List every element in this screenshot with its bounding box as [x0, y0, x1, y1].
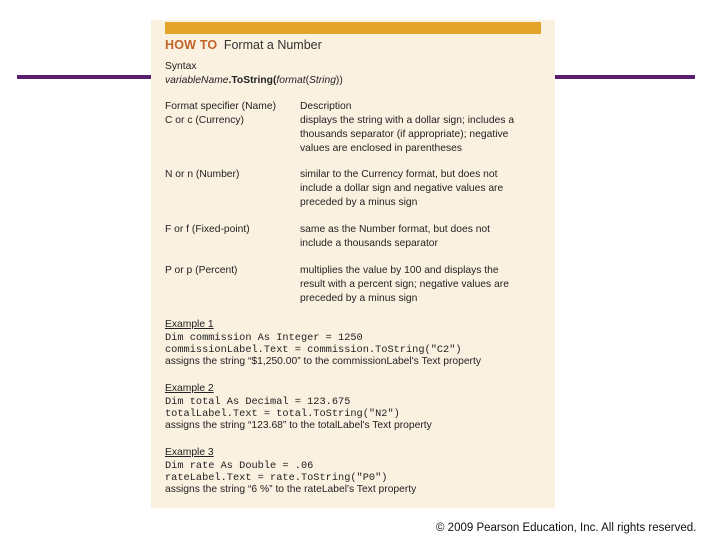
panel-title [165, 38, 322, 52]
syntax-open-paren: ( [305, 75, 310, 86]
specifier-desc-line: include a dollar sign and negative values are [300, 183, 504, 194]
example-label: Example 3 [165, 447, 214, 458]
example-result: assigns the string “$1,250.00” to the commissionLabel's Text property [165, 356, 481, 367]
syntax-end-paren: ) [339, 75, 343, 86]
specifier-name: F or f (Fixed-point) [165, 224, 250, 235]
left-decorative-rule [17, 75, 151, 79]
syntax-label: Syntax [165, 61, 197, 72]
example-code-line: Dim commission As Integer = 1250 [165, 332, 363, 344]
syntax-string-arg: String [309, 75, 336, 86]
example-code-line: commissionLabel.Text = commission.ToString("C2") [165, 344, 462, 356]
example-label: Example 2 [165, 383, 214, 394]
title-text: Format a Number [223, 38, 322, 52]
example-label: Example 1 [165, 319, 214, 330]
specifier-desc-line: same as the Number format, but does not [300, 224, 491, 235]
syntax-format-arg: format [276, 75, 306, 86]
example-code-line: Dim rate As Double = .06 [165, 460, 314, 472]
syntax-method: .ToString( [228, 75, 277, 86]
specifier-desc-line: multiplies the value by 100 and displays the [300, 265, 499, 276]
column-header-desc: Description [300, 101, 352, 112]
accent-bar [165, 22, 541, 34]
example-code-line: totalLabel.Text = total.ToString("N2") [165, 408, 400, 420]
syntax-statement [165, 75, 343, 86]
syntax-close-paren: ) [335, 75, 340, 86]
example-code-line: Dim total As Decimal = 123.675 [165, 396, 351, 408]
specifier-name: N or n (Number) [165, 169, 240, 180]
column-header-spec: Format specifier (Name) [165, 101, 276, 112]
how-to-label: HOW TO [165, 38, 218, 52]
specifier-name: C or c (Currency) [165, 115, 244, 126]
specifier-desc-line: similar to the Currency format, but does not [300, 169, 498, 180]
right-decorative-rule [555, 75, 695, 79]
specifier-desc-line: displays the string with a dollar sign; includes a [300, 115, 515, 126]
specifier-desc-line: thousands separator (if appropriate); negative [300, 129, 509, 140]
example-code-line: rateLabel.Text = rate.ToString("P0") [165, 472, 388, 484]
syntax-variable: variableName [165, 75, 229, 86]
specifier-desc-line: preceded by a minus sign [300, 293, 418, 304]
specifier-desc-line: include a thousands separator [300, 238, 438, 249]
example-result: assigns the string “123.68” to the totalLabel's Text property [165, 420, 432, 431]
specifier-desc-line: values are enclosed in parentheses [300, 143, 462, 154]
example-result: assigns the string “6 %” to the rateLabel's Text property [165, 484, 417, 495]
specifier-desc-line: result with a percent sign; negative values are [300, 279, 509, 290]
specifier-name: P or p (Percent) [165, 265, 238, 276]
copyright-footer: © 2009 Pearson Education, Inc. All rights reserved. [436, 522, 697, 534]
specifier-desc-line: preceded by a minus sign [300, 197, 418, 208]
